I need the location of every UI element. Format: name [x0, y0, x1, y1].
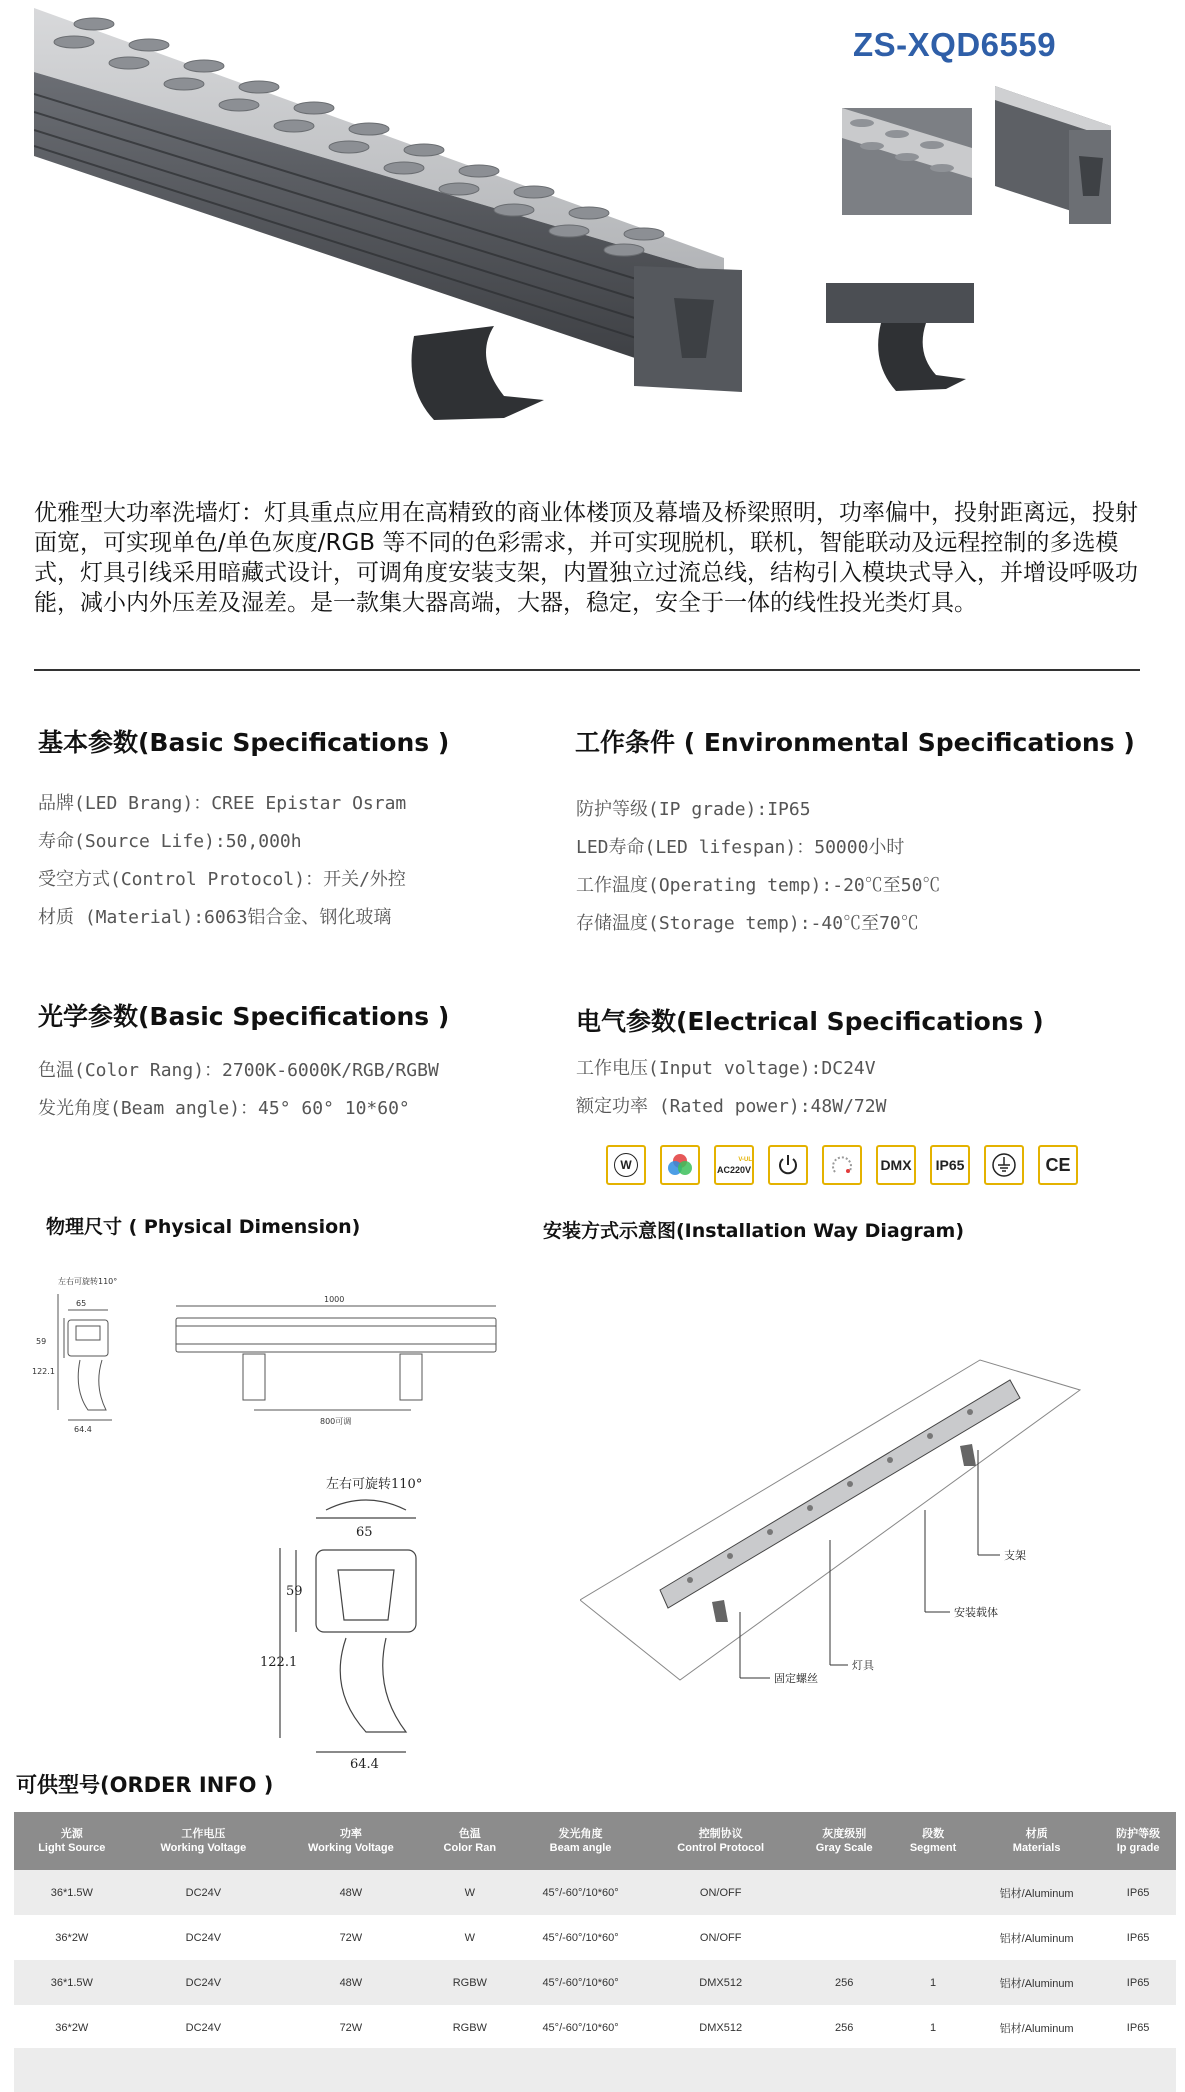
dmx-icon: DMX — [876, 1145, 916, 1185]
detail-thumbnail-bracket — [826, 283, 974, 395]
install-carrier-label: 安装载体 — [954, 1606, 998, 1619]
basic-spec-list — [38, 785, 406, 937]
ground-icon — [984, 1145, 1024, 1185]
dim-large-rotate-label: 左右可旋转110° — [326, 1477, 423, 1492]
table-row: 36*2W DC24V 72W RGBW 45°/-60°/10*60° DMX512 256 1 铝材/Aluminum IP65 — [14, 2005, 1176, 2050]
col-gray-scale: 灰度级别 Gray Scale — [795, 1812, 893, 1870]
col-ip-grade: 防护等级 Ip grade — [1100, 1812, 1176, 1870]
product-hero-image — [34, 8, 746, 440]
order-table — [14, 1812, 1176, 2050]
col-power: 功率 Working Voltage — [277, 1812, 425, 1870]
basic-spec-item: 材质 (Material):6063铝合金、钢化玻璃 — [38, 907, 392, 928]
ac220v-icon: V-UL AC220V — [714, 1145, 754, 1185]
electrical-spec-list — [576, 1050, 886, 1126]
col-working-voltage: 工作电压 Working Voltage — [130, 1812, 278, 1870]
order-info-title: 可供型号(ORDER INFO ) — [16, 1773, 274, 1797]
install-lamp-label: 灯具 — [852, 1659, 874, 1672]
dim-large-base-width-label: 64.4 — [350, 1757, 379, 1770]
col-segment: 段数 Segment — [893, 1812, 973, 1870]
basic-spec-item: 品牌(LED Brang)：CREE Epistar Osram — [38, 793, 407, 814]
environmental-spec-item: LED寿命(LED lifespan)：50000小时 — [576, 837, 905, 858]
col-materials: 材质 Materials — [973, 1812, 1100, 1870]
electrical-spec-title: 电气参数(Electrical Specifications ) — [576, 1007, 1044, 1036]
table-row: 36*2W DC24V 72W W 45°/-60°/10*60° ON/OFF 铝材/Aluminum IP65 — [14, 1915, 1176, 1960]
environmental-spec-item: 工作温度(Operating temp):-20℃至50℃ — [576, 875, 941, 896]
physical-dimension-title: 物理尺寸 ( Physical Dimension) — [46, 1216, 361, 1238]
power-icon — [768, 1145, 808, 1185]
dimmer-icon — [822, 1145, 862, 1185]
optical-spec-title: 光学参数(Basic Specifications ) — [38, 1002, 450, 1031]
basic-spec-title: 基本参数(Basic Specifications ) — [38, 728, 450, 757]
optical-spec-item: 色温(Color Rang)：2700K-6000K/RGB/RGBW — [38, 1060, 439, 1081]
basic-spec-item: 受空方式(Control Protocol)：开关/外控 — [38, 869, 406, 890]
basic-spec-item: 寿命(Source Life):50,000h — [38, 831, 302, 852]
optical-spec-item: 发光角度(Beam angle)：45° 60° 10*60° — [38, 1098, 410, 1119]
dimension-drawing-large — [256, 1470, 456, 1770]
installation-diagram — [580, 1350, 1100, 1700]
order-table-header — [14, 1812, 1176, 1870]
dim-base-width-label: 64.4 — [74, 1425, 92, 1434]
dim-large-total-height-label: 122.1 — [260, 1655, 298, 1670]
installation-diagram-title: 安装方式示意图(Installation Way Diagram) — [543, 1220, 965, 1242]
ce-mark-icon: CE — [1038, 1145, 1078, 1185]
dimension-drawing-small — [28, 1270, 508, 1435]
detail-thumbnail-leds — [842, 108, 972, 215]
col-color: 色温 Color Ran — [425, 1812, 515, 1870]
table-row: 36*1.5W DC24V 48W W 45°/-60°/10*60° ON/OFF 铝材/Aluminum IP65 — [14, 1870, 1176, 1915]
electrical-spec-item: 额定功率 (Rated power):48W/72W — [576, 1096, 887, 1117]
environmental-spec-item: 防护等级(IP grade):IP65 — [576, 799, 811, 820]
product-description: 优雅型大功率洗墙灯：灯具重点应用在高精致的商业体楼顶及幕墙及桥梁照明，功率偏中，投射距离远，投射面宽，可实现单色/单色灰度/RGB 等不同的色彩需求，并可实现脱机，联机，智能联动及远程控制的多选模式，灯具引线采用暗藏式设计，可调角度安装支架，内置独立过流总线，结构引入模块式导入，并增设呼吸功能，减小内外压差及湿差。是一款集大器高端，大器，稳定，安全于一体的线性投光类灯具。 — [34, 500, 1138, 616]
environmental-spec-list — [576, 791, 940, 943]
environmental-spec-item: 存储温度(Storage temp):-40℃至70℃ — [576, 913, 919, 934]
dim-rotate-label: 左右可旋转110° — [58, 1277, 118, 1286]
certification-icons — [606, 1145, 1078, 1185]
watt-icon: W — [606, 1145, 646, 1185]
ip65-icon: IP65 — [930, 1145, 970, 1185]
col-beam-angle: 发光角度 Beam angle — [515, 1812, 646, 1870]
dim-width-label: 65 — [76, 1299, 87, 1308]
rgb-color-icon — [660, 1145, 700, 1185]
install-bracket-label: 支架 — [1004, 1549, 1026, 1562]
col-light-source: 光源 Light Source — [14, 1812, 130, 1870]
dim-bracket-spacing-label: 800可调 — [320, 1417, 352, 1426]
optical-spec-list — [38, 1052, 439, 1128]
dim-height-label: 59 — [36, 1337, 47, 1346]
table-row: 36*1.5W DC24V 48W RGBW 45°/-60°/10*60° DMX512 256 1 铝材/Aluminum IP65 — [14, 1960, 1176, 2005]
dim-length-label: 1000 — [324, 1295, 345, 1304]
divider — [34, 669, 1140, 671]
table-footer-band — [14, 2048, 1176, 2092]
environmental-spec-title: 工作条件 ( Environmental Specifications ) — [575, 728, 1135, 757]
col-control-protocol: 控制协议 Control Protocol — [646, 1812, 795, 1870]
dim-large-height-label: 59 — [286, 1584, 303, 1599]
dim-total-height-label: 122.1 — [32, 1367, 55, 1376]
electrical-spec-item: 工作电压(Input voltage):DC24V — [576, 1058, 876, 1079]
dim-large-width-label: 65 — [356, 1525, 373, 1540]
detail-thumbnail-endcap — [995, 86, 1111, 224]
install-screw-label: 固定螺丝 — [774, 1672, 818, 1685]
model-number: ZS-XQD6559 — [853, 26, 1057, 63]
